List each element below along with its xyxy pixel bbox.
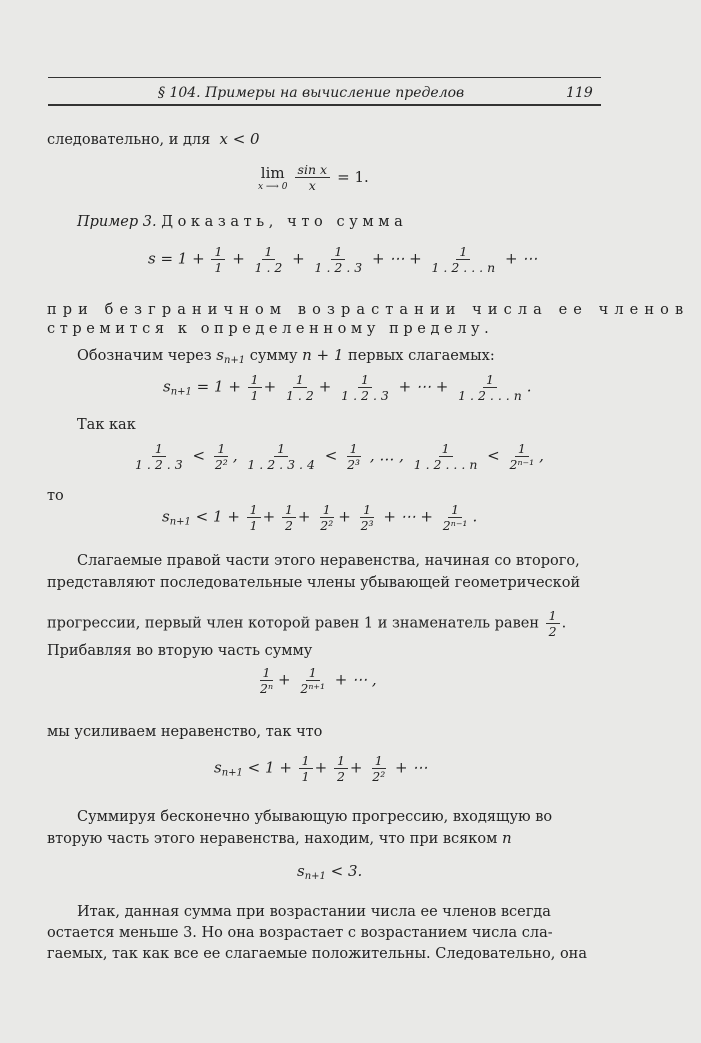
text-line: при безграничном возрастании числа ее членов <box>47 302 690 318</box>
text-line: Прибавляя во вторую часть сумму <box>47 643 313 659</box>
running-head: § 104. Примеры на вычисление пределов <box>158 85 465 101</box>
text-line: прогрессии, первый член которой равен 1 и знаменатель равен $\frac{1}{2}$ . <box>47 608 567 639</box>
header-rule <box>48 104 601 106</box>
series-formula: s = 1 + $\frac{1}{1}$ + $\frac{1}{1 . 2}$ + $\frac{1}{1 . 2 . 3}$ + ⋯ + $\frac{1}{1 . 2 . . . n}$ + ⋯ <box>148 244 538 275</box>
text-line: следовательно, и для x < 0 <box>47 130 260 148</box>
text-line: Суммируя бесконечно убывающую прогрессию, входящую во <box>77 809 553 825</box>
text-line: стремится к определенному пределу. <box>47 321 494 337</box>
text-line: остается меньше 3. Но она возрастает с возрастанием числа сла- <box>47 925 553 941</box>
text-line: Обозначим через $s_{n+1}$ сумму n + 1 первых слагаемых: <box>77 346 495 366</box>
text-line: Итак, данная сумма при возрастании числа ее членов всегда <box>77 904 551 920</box>
example-heading: Пример 3. Доказать, что сумма <box>77 214 408 230</box>
header-rule-top <box>48 77 601 78</box>
inequality-formula-3: $s_{n+1} < 1$ + $\frac{1}{1}$ + $\frac{1}{2}$ + $\frac{1}{\text{2²}}$ + ⋯ <box>214 753 428 784</box>
conclusion-formula: $s_{n+1} < 3$. <box>297 862 363 882</box>
inequality-row: $\frac{1}{1 . 2 . 3}$ < $\frac{1}{\text{2²}}$ , $\frac{1}{1 . 2 . 3 . 4}$ < $\frac{1}{\text{2³}}$ , … , $\frac{1}{1 . 2 . . . n}$ < $\frac{1}{\text{2ⁿ⁻¹}}$ , <box>135 441 544 472</box>
text-line: представляют последовательные члены убывающей геометрической <box>47 575 581 591</box>
text-line: мы усиливаем неравенство, так что <box>47 724 323 740</box>
text-line: гаемых, так как все ее слагаемые положительны. Следовательно, она <box>47 946 587 962</box>
text-line: вторую часть этого неравенства, находим, что при всяком n <box>47 829 512 847</box>
limit-formula: lim x ⟶ 0 $\frac{\text{sin x}}{x}$ = 1. <box>258 162 369 193</box>
text-line: Слагаемые правой части этого неравенства, начиная со второго, <box>77 553 580 569</box>
inequality-formula: $s_{n+1} < 1$ + $\frac{1}{1}$ + $\frac{1}{2}$ + $\frac{1}{\text{2²}}$ + $\frac{1}{\text{2³}}$ + ⋯ + $\frac{1}{\text{2ⁿ⁻¹}}$ . <box>162 502 478 533</box>
partial-sum-formula: $s_{n+1} = 1$ + $\frac{1}{1}$ + $\frac{1}{1 . 2}$ + $\frac{1}{1 . 2 . 3}$ + ⋯ + $\frac{1}{1 . 2 . . . n}$ . <box>163 372 532 403</box>
text-line: то <box>47 488 64 504</box>
text-line: Так как <box>77 417 136 433</box>
page-number: 119 <box>566 85 593 101</box>
added-sum-formula: $\frac{1}{\text{2ⁿ}}$ + $\frac{1}{\text{2ⁿ⁺¹}}$ + ⋯ , <box>260 665 377 696</box>
